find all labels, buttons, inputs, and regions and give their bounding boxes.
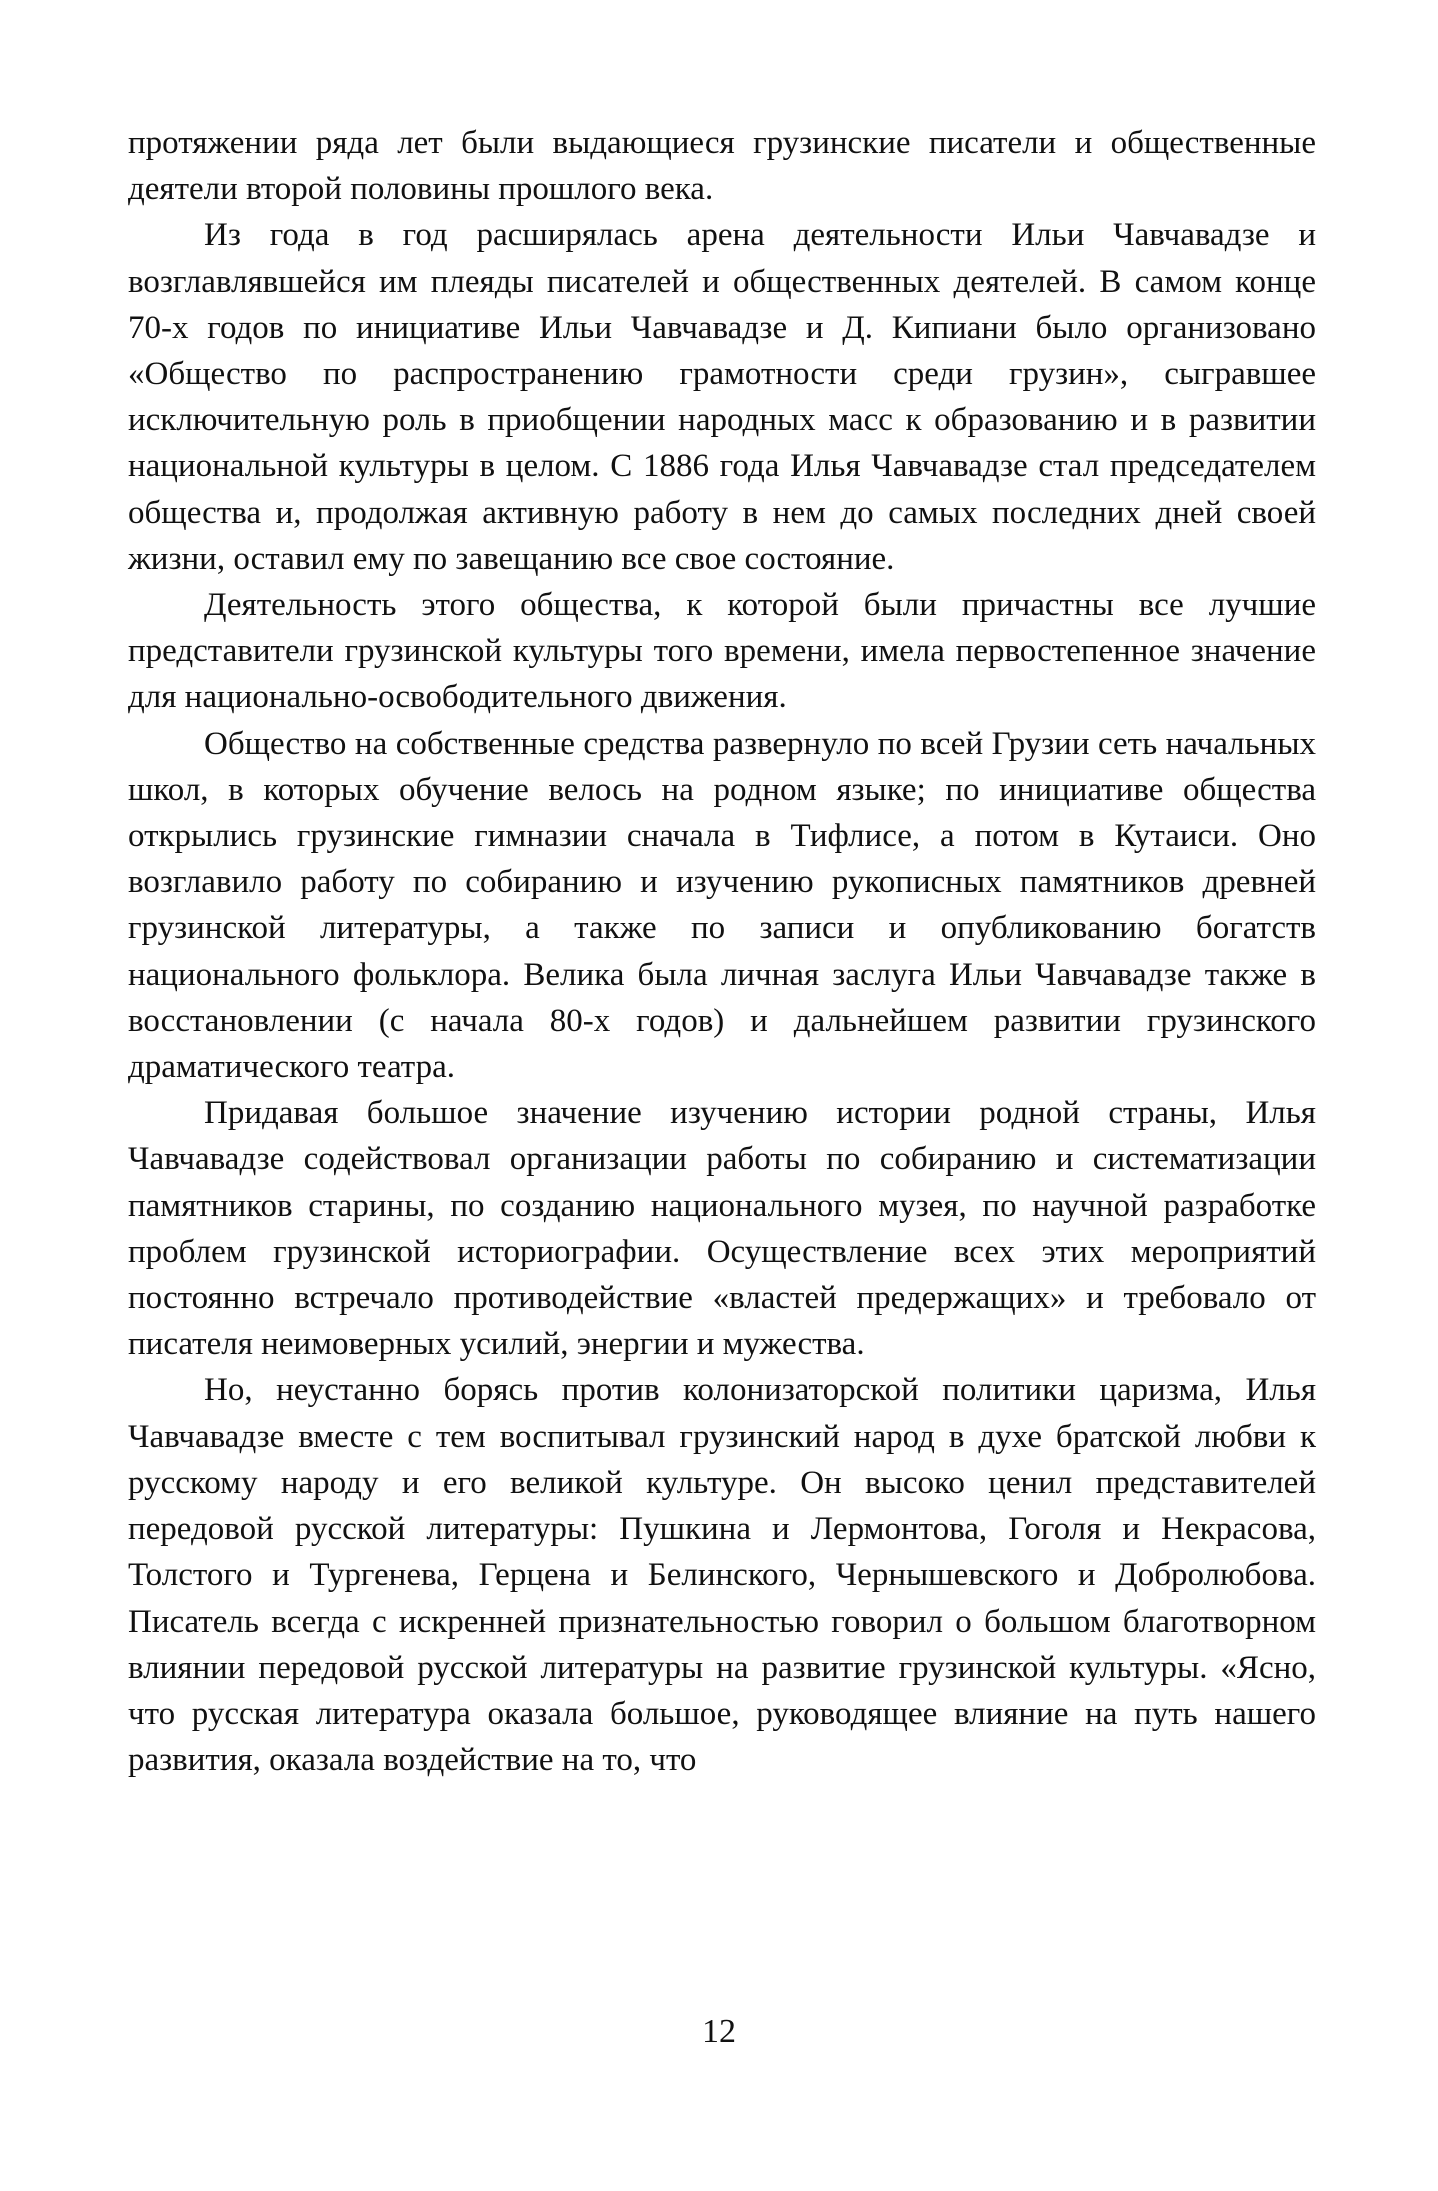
paragraph: Но, неустанно борясь против колонизаторской политики царизма, Илья Чавчавадзе вместе с тем воспитывал грузинский народ в духе братской любви к русскому народу и его великой культуре. Он высоко ценил представителей передовой русской литературы: Пушкина и Лермонтова, Гоголя и Некрасова, Толстого и Тургенева, Герцена и Белинского, Чернышевского и Добролюбова. Писатель всегда с искренней признательностью говорил о большом благотворном влиянии передовой русской литературы на развитие грузинской культуры. «Ясно, что русская литература оказала большое, руководящее влияние на путь нашего развития, оказала воздействие на то, что [128,1372,1316,1779]
paragraph: Деятельность этого общества, к которой были причастны все лучшие представители грузинской культуры того времени, имела первостепенное значение для национально-освободительного движения. [128,587,1316,716]
paragraph: Из года в год расширялась арена деятельности Ильи Чавчавадзе и возглавлявшейся им плеяды писателей и общественных деятелей. В самом конце 70-х годов по инициативе Ильи Чавчавадзе и Д. Кипиани было организовано «Общество по распространению грамотности среди грузин», сыгравшее исключительную роль в приобщении народных масс к образованию и в развитии национальной культуры в целом. С 1886 года Илья Чавчавадзе стал председателем общества и, продолжая активную работу в нем до самых последних дней своей жизни, оставил ему по завещанию все свое состояние. [128,217,1316,577]
body-text [128,120,1316,1783]
page-number: 12 [702,2013,736,2050]
paragraph-continuation: протяжении ряда лет были выдающиеся грузинские писатели и общественные деятели второй половины прошлого века. [128,125,1316,208]
paragraph: Общество на собственные средства развернуло по всей Грузии сеть начальных школ, в которых обучение велось на родном языке; по инициативе общества открылись грузинские гимназии сначала в Тифлисе, а потом в Кутаиси. Оно возглавило работу по собиранию и изучению рукописных памятников древней грузинской литературы, а также по записи и опубликованию богатств национального фольклора. Велика была личная заслуга Ильи Чавчавадзе также в восстановлении (с начала 80-х годов) и дальнейшем развитии грузинского драматического театра. [128,725,1316,1086]
paragraph: Придавая большое значение изучению истории родной страны, Илья Чавчавадзе содействовал организации работы по собиранию и систематизации памятников старины, по созданию национального музея, по научной разработке проблем грузинской историографии. Осуществление всех этих мероприятий постоянно встречало противодействие «властей предержащих» и требовало от писателя неимоверных усилий, энергии и мужества. [128,1095,1316,1363]
